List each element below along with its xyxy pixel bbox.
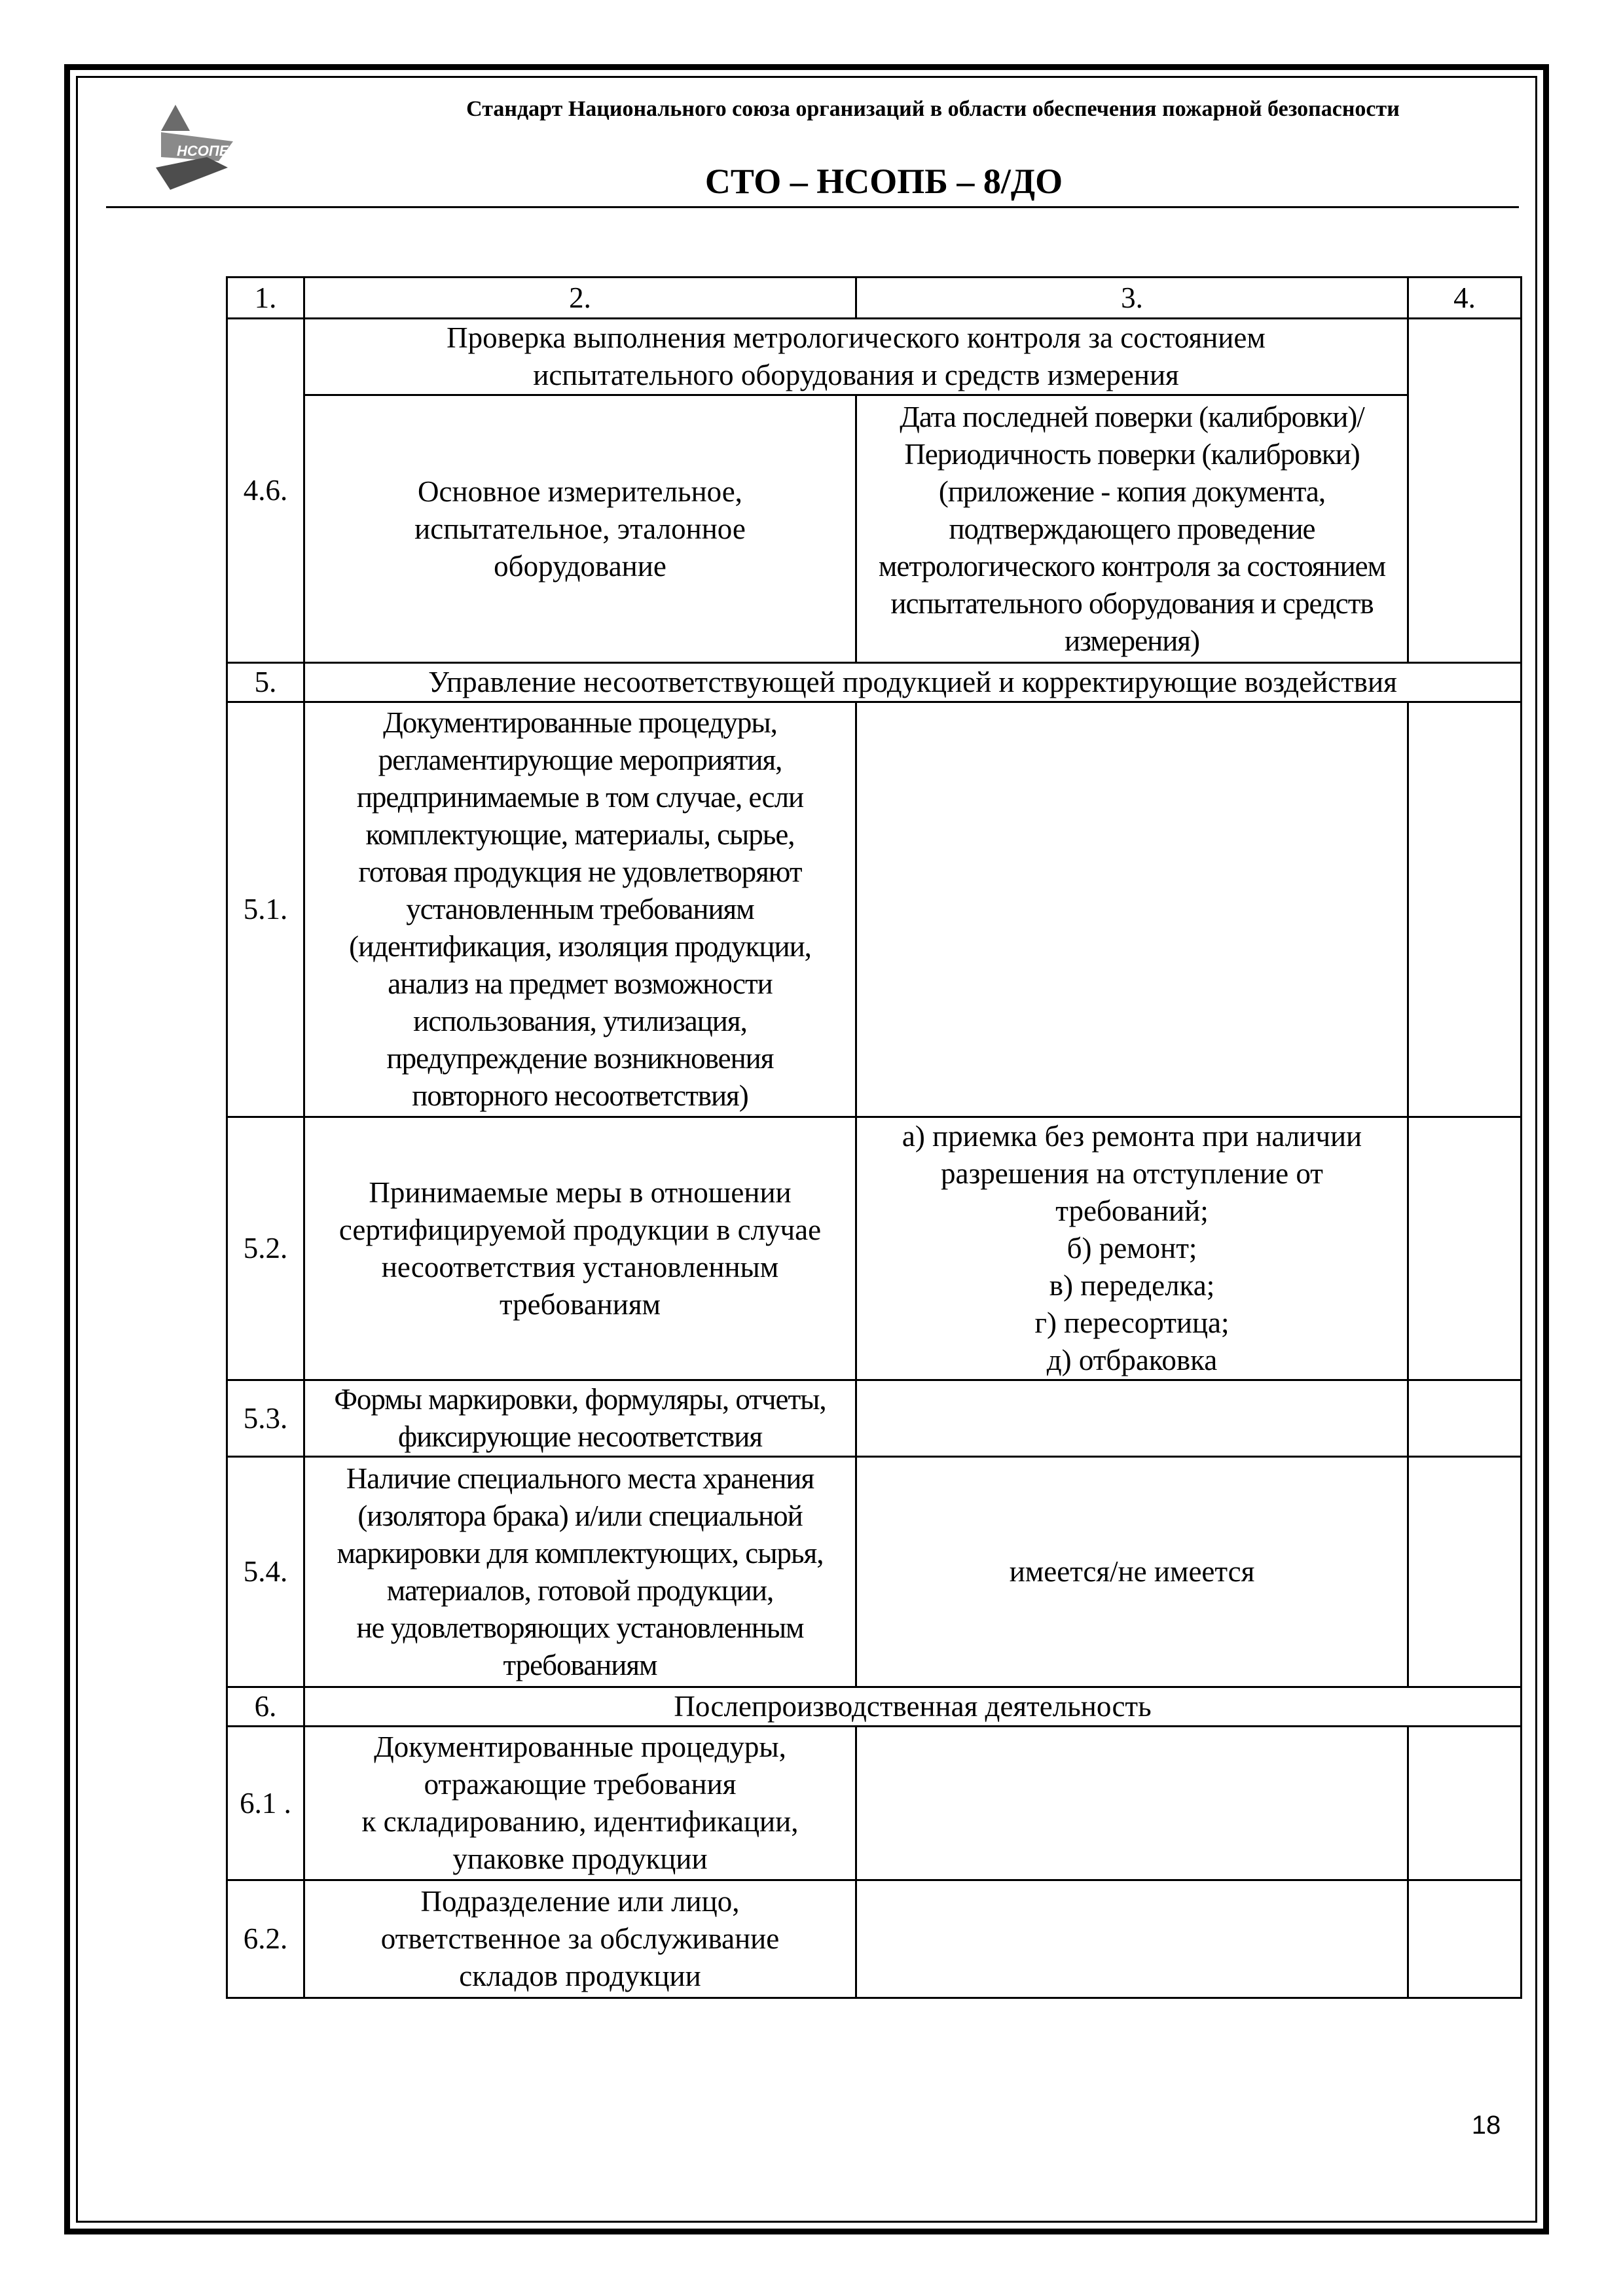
cell-description: Документированные процедуры, регламентирующие мероприятия, предпринимаемые в том случае, если комплектующие, материалы, сырье, готовая продукция не удовлетворяют установленным требованиям (идентификация, изоляция продукции, анализ на предмет возможности использования, утилизация, предупреждение возникновения повторного несоответствия)	[304, 702, 856, 1117]
empty-cell	[1408, 1380, 1522, 1457]
table-header-row	[227, 278, 1522, 319]
empty-cell	[1408, 1727, 1522, 1880]
cell-description: Принимаемые меры в отношении сертифицируемой продукции в случае несоответствия установленным требованиям	[304, 1117, 856, 1380]
table-row	[227, 1457, 1522, 1687]
cell-description: Документированные процедуры, отражающие требования к складированию, идентификации, упаковке продукции	[304, 1727, 856, 1880]
cell-description: Подразделение или лицо, ответственное за обслуживание складов продукции	[304, 1880, 856, 1998]
empty-cell	[1408, 702, 1522, 1117]
section-title: Проверка выполнения метрологического контроля за состоянием испытательного оборудования и средств измерения	[304, 319, 1408, 395]
empty-cell	[856, 1880, 1408, 1998]
empty-cell	[856, 1727, 1408, 1880]
document-code-title: СТО – НСОПБ – 8/ДО	[704, 162, 1063, 201]
column-header-2: 2.	[304, 278, 856, 319]
table-row	[227, 663, 1522, 702]
table-row	[227, 1380, 1522, 1457]
row-number: 5.	[227, 663, 304, 702]
empty-cell	[1408, 319, 1522, 663]
page-number: 18	[1471, 2111, 1501, 2140]
table-row	[227, 395, 1522, 663]
row-number: 5.2.	[227, 1117, 304, 1380]
logo-text: НСОПБ	[177, 143, 230, 159]
cell-equipment: Основное измерительное, испытательное, эталонное оборудование	[304, 395, 856, 663]
empty-cell	[1408, 1457, 1522, 1687]
cell-description: Формы маркировки, формуляры, отчеты, фиксирующие несоответствия	[304, 1380, 856, 1457]
empty-cell	[1408, 1117, 1522, 1380]
cell-calibration: Дата последней поверки (калибровки)/ Периодичность поверки (калибровки) (приложение - копия документа, подтверждающего проведение метрологического контроля за состоянием испытательного оборудования и средств измерения)	[856, 395, 1408, 663]
empty-cell	[856, 702, 1408, 1117]
cell-availability: имеется/не имеется	[856, 1457, 1408, 1687]
table-row	[227, 1117, 1522, 1380]
column-header-3: 3.	[856, 278, 1408, 319]
row-number: 4.6.	[227, 319, 304, 663]
column-header-4: 4.	[1408, 278, 1522, 319]
table-row	[227, 1880, 1522, 1998]
row-number: 5.3.	[227, 1380, 304, 1457]
table-row	[227, 1687, 1522, 1727]
column-header-1: 1.	[227, 278, 304, 319]
cell-measures-list: а) приемка без ремонта при наличии разрешения на отступление от требований; б) ремонт; в) переделка; г) пересортица; д) отбраковка	[856, 1117, 1408, 1380]
requirements-table	[226, 276, 1522, 1999]
row-number: 6.2.	[227, 1880, 304, 1998]
empty-cell	[1408, 1880, 1522, 1998]
table-row	[227, 319, 1522, 395]
section-title: Управление несоответствующей продукцией и корректирующие воздействия	[304, 663, 1522, 702]
row-number: 5.4.	[227, 1457, 304, 1687]
table-row	[227, 702, 1522, 1117]
row-number: 5.1.	[227, 702, 304, 1117]
row-number: 6.	[227, 1687, 304, 1727]
table-row	[227, 1727, 1522, 1880]
section-title: Послепроизводственная деятельность	[304, 1687, 1522, 1727]
header-subtitle: Стандарт Национального союза организаций в области обеспечения пожарной безопасности	[466, 97, 1400, 121]
cell-description: Наличие специального места хранения (изолятора брака) и/или специальной маркировки для комплектующих, сырья, материалов, готовой продукции, не удовлетворяющих установленным требованиям	[304, 1457, 856, 1687]
row-number: 6.1 .	[227, 1727, 304, 1880]
empty-cell	[856, 1380, 1408, 1457]
nsopb-logo	[156, 105, 247, 190]
header-divider	[106, 206, 1519, 208]
